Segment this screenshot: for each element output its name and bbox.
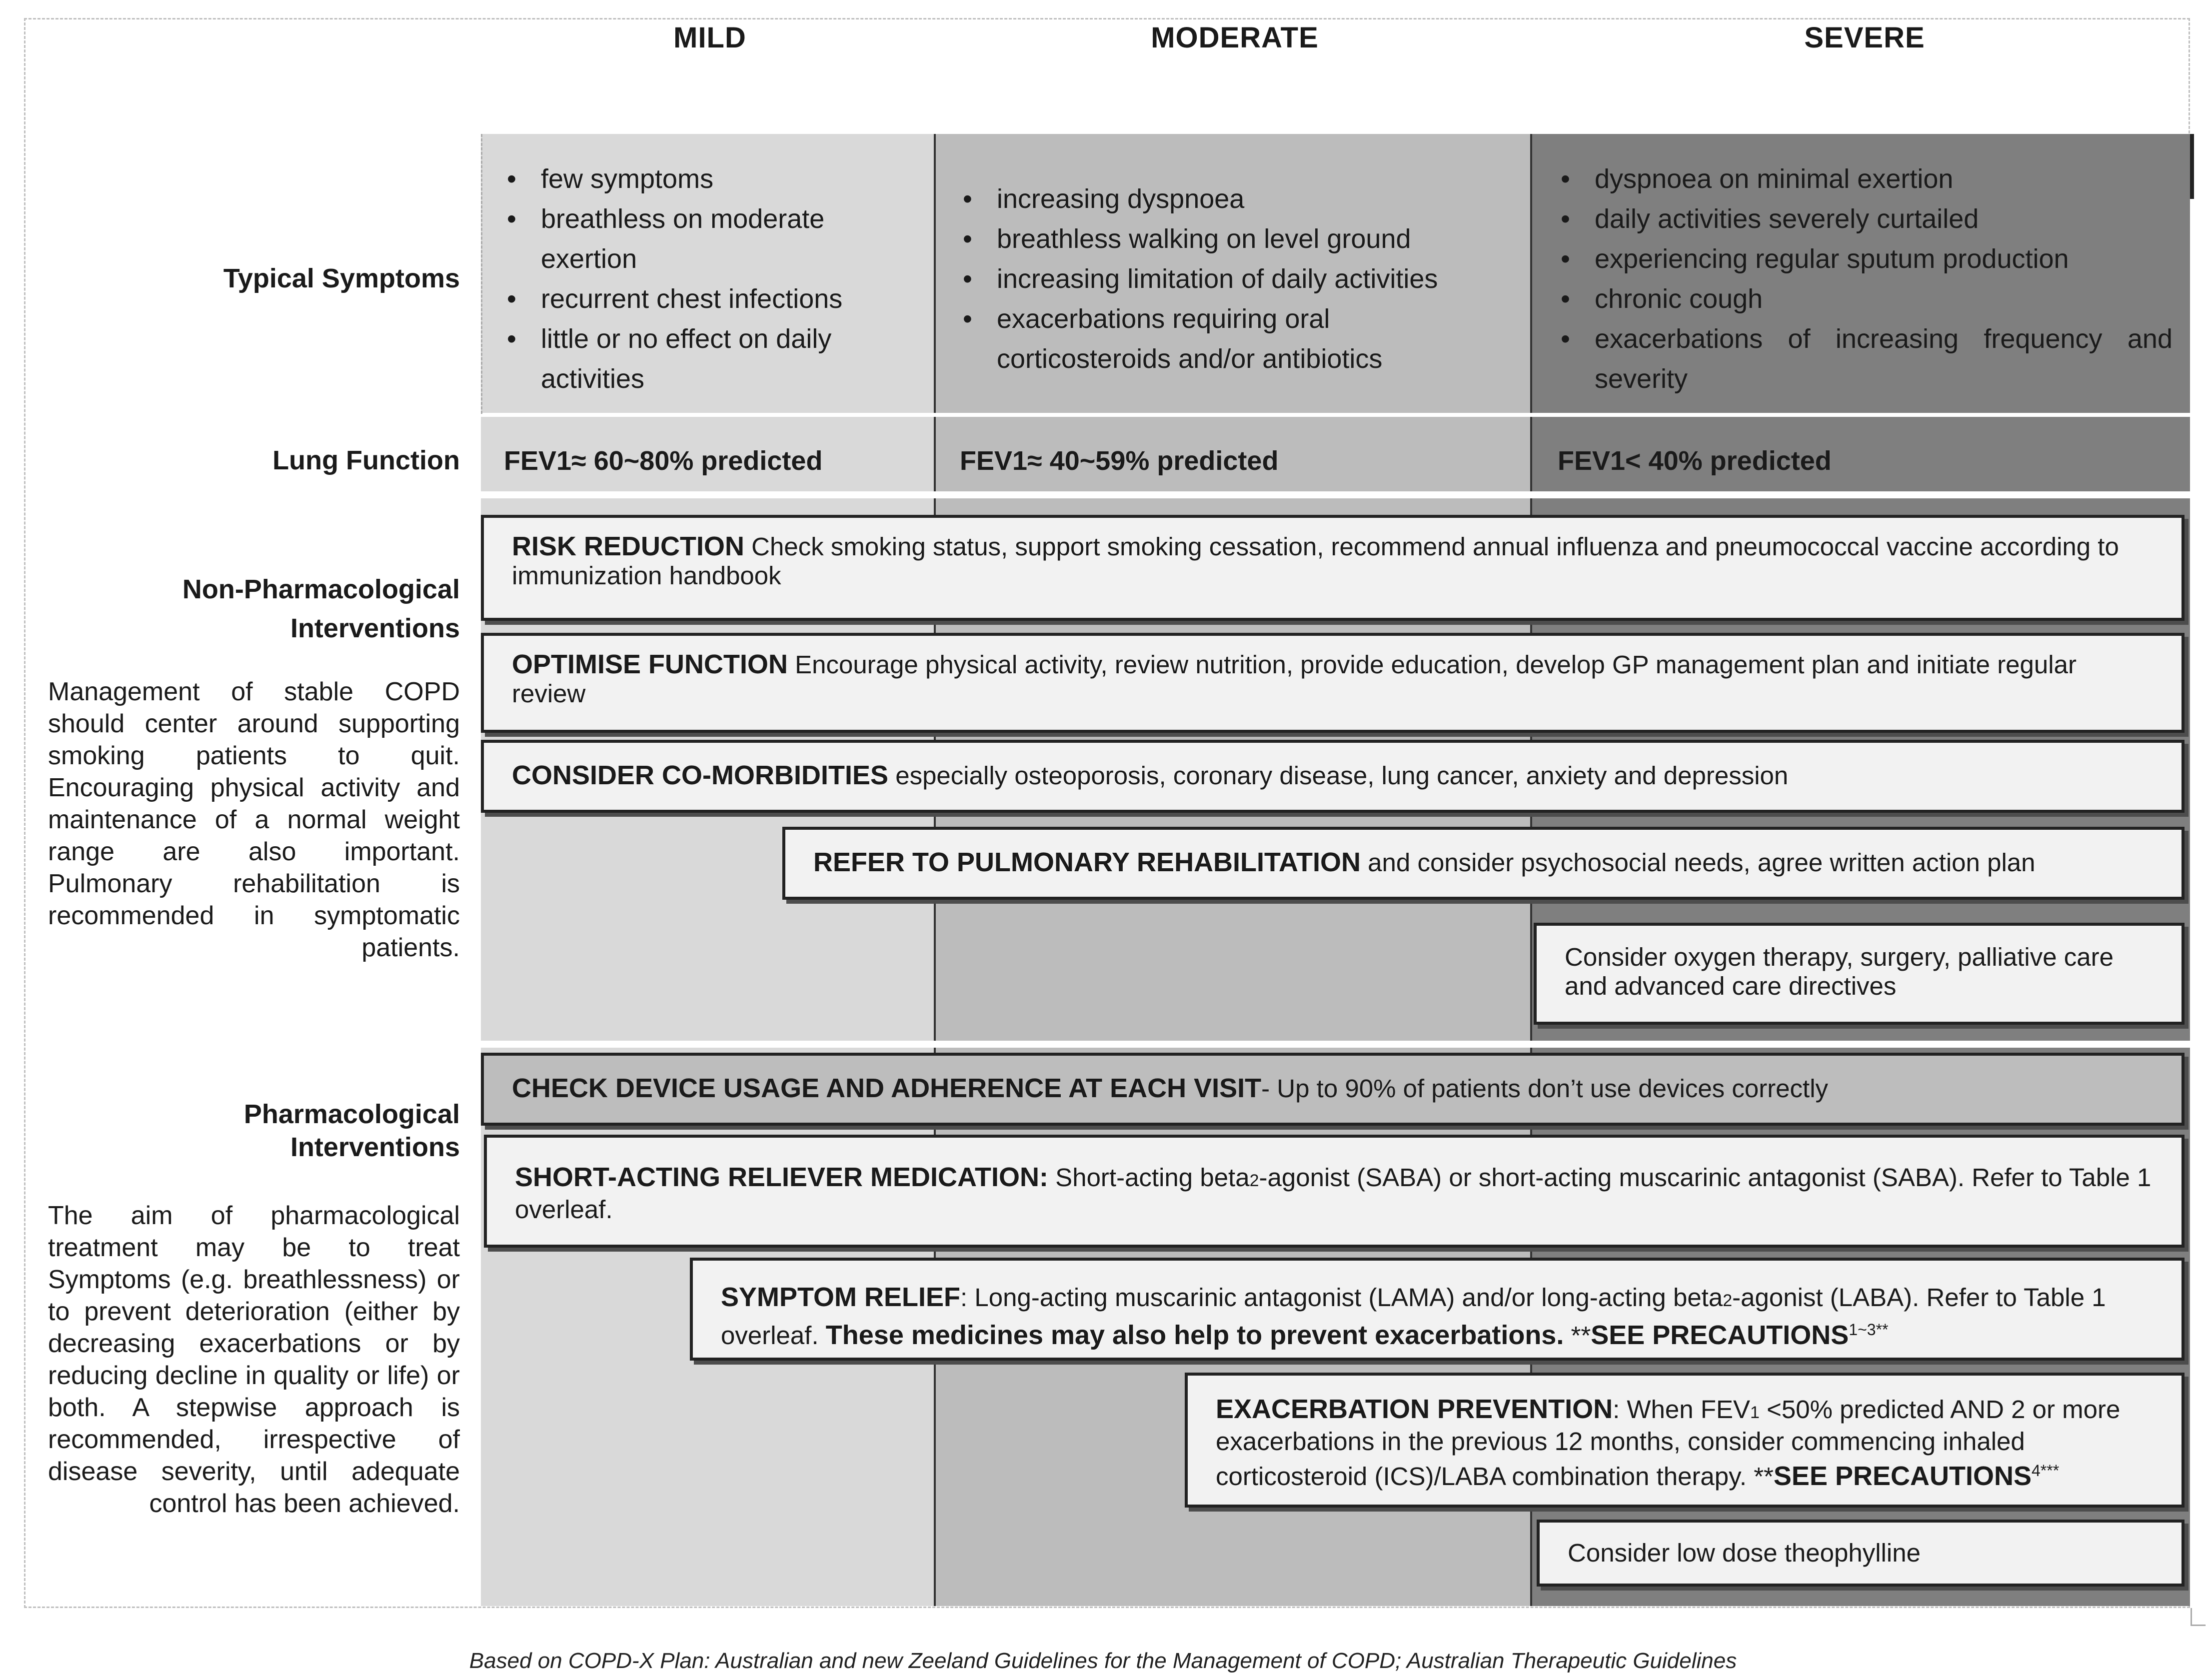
box-text: <50% predicted AND 2 or more exacerbations in the previous 12 months, consider commencing inhaled corticosteroid (ICS)/LABA combination therapy. **: [1216, 1395, 2121, 1491]
co-morbidities-box: [481, 740, 2185, 813]
box-title: CONSIDER CO-MORBIDITIES: [512, 760, 889, 790]
non-pharmacological-description: Management of stable COPD should center around supporting smoking patients to quit. Encouraging physical activity and maintenance of a normal weight range are also important. Pulmonary rehabilitation is recommended in symptomatic patients.: [48, 677, 460, 962]
row-separator: [481, 491, 2190, 498]
list-item: • breathless walking on level ground: [997, 219, 1510, 259]
row-separator: [481, 413, 2190, 417]
row-label-pharmacological: Pharmacological Interventions: [243, 1099, 460, 1162]
list-item: • exacerbations of increasing frequency and severity: [1595, 319, 2173, 399]
box-subscript: 2: [1723, 1291, 1733, 1310]
row-label-lung-function: Lung Function: [272, 445, 460, 475]
pharmacological-description: The aim of pharmacological treatment may be to treat Symptoms (e.g. breathlessness) or to prevent deterioration (either by decreasing exacerbations or by reducing decline in quality or life) or both. A stepwise approach is recommended, irrespective of disease severity, until adequate control has been achieved.: [48, 1201, 460, 1518]
box-title: RISK REDUCTION: [512, 531, 745, 561]
box-text: **: [1564, 1321, 1591, 1350]
row-separator: [934, 413, 936, 417]
column-header-moderate: MODERATE: [1151, 21, 1319, 54]
box-text: Short-acting beta: [1048, 1163, 1250, 1192]
pulmonary-rehabilitation-box: [782, 827, 2185, 900]
list-item: • recurrent chest infections: [541, 279, 914, 319]
symptoms-list-moderate: [960, 179, 1510, 379]
box-text: Consider oxygen therapy, surgery, palliative care and advanced care directives: [1565, 943, 2114, 1000]
box-title: SHORT-ACTING RELIEVER MEDICATION:: [515, 1162, 1049, 1192]
row-label-typical-symptoms: Typical Symptoms: [223, 263, 460, 293]
symptoms-list-mild: [504, 159, 914, 399]
symptoms-left-edge: [481, 134, 482, 414]
list-item: • increasing limitation of daily activities: [997, 259, 1510, 299]
risk-reduction-box: [481, 515, 2185, 621]
box-superscript: 1~3**: [1849, 1321, 1889, 1339]
list-item: • experiencing regular sputum production: [1595, 239, 2173, 279]
list-item: • few symptoms: [541, 159, 914, 199]
box-text: : When FEV: [1613, 1395, 1750, 1424]
box-title: OPTIMISE FUNCTION: [512, 649, 788, 679]
box-text: and consider psychosocial needs, agree written action plan: [1361, 848, 2036, 877]
list-item: • increasing dyspnoea: [997, 179, 1510, 219]
box-text: -agonist (SABA) or short-acting muscarinic antagonist (SABA). Refer to Table 1 overleaf.: [515, 1163, 2152, 1224]
box-emphasis: These medicines may also help to prevent exacerbations.: [825, 1320, 1564, 1350]
box-subscript: 1: [1750, 1403, 1760, 1422]
box-text: Encourage physical activity, review nutrition, provide education, develop GP management plan and initiate regular review: [512, 650, 2077, 708]
row-separator: [481, 1041, 2190, 1048]
column-header-mild: MILD: [673, 21, 746, 54]
precautions-link: SEE PRECAUTIONS: [1591, 1320, 1849, 1350]
band-edge-mark: [2190, 134, 2194, 199]
list-item: • little or no effect on daily activities: [541, 319, 914, 399]
box-text: -agonist (LABA). Refer to Table 1 overleaf.: [721, 1283, 2106, 1350]
source-citation: Based on COPD-X Plan: Australian and new Zeeland Guidelines for the Management of COPD; Australian Therapeutic Guidelines: [469, 1649, 1737, 1673]
symptom-relief-box: [690, 1258, 2185, 1361]
box-text: Consider low dose theophylline: [1568, 1539, 1921, 1567]
box-title: EXACERBATION PREVENTION: [1216, 1394, 1613, 1424]
box-text: - Up to 90% of patients don’t use devices correctly: [1261, 1074, 1829, 1103]
row-separator: [1530, 1041, 1532, 1048]
box-title: SYMPTOM RELIEF: [721, 1282, 961, 1312]
row-separator: [934, 1041, 936, 1048]
oxygen-therapy-box: [1534, 923, 2185, 1025]
list-item: • dyspnoea on minimal exertion: [1595, 159, 2173, 199]
precautions-link: SEE PRECAUTIONS: [1773, 1461, 2032, 1491]
row-separator: [1530, 413, 1532, 417]
list-item: • exacerbations requiring oral corticosteroids and/or antibiotics: [997, 299, 1510, 379]
box-subscript: 2: [1249, 1171, 1259, 1190]
theophylline-box: [1537, 1520, 2185, 1587]
lung-function-mild: FEV1≈ 60~80% predicted: [504, 446, 823, 476]
list-item: • chronic cough: [1595, 279, 2173, 319]
symptoms-list-severe: [1558, 159, 2173, 399]
frame-corner-mark: [2191, 1608, 2206, 1626]
list-item: • daily activities severely curtailed: [1595, 199, 2173, 239]
lung-function-moderate: FEV1≈ 40~59% predicted: [960, 446, 1279, 476]
device-usage-box: [481, 1053, 2185, 1126]
short-acting-reliever-box: [484, 1135, 2185, 1248]
exacerbation-prevention-box: [1185, 1373, 2185, 1508]
column-header-severe: SEVERE: [1804, 21, 1925, 54]
box-title: REFER TO PULMONARY REHABILITATION: [813, 847, 1361, 877]
row-label-non-pharmacological: Non-Pharmacological Interventions: [182, 574, 460, 643]
optimise-function-box: [481, 633, 2185, 733]
box-text: especially osteoporosis, coronary disease, lung cancer, anxiety and depression: [888, 761, 1789, 790]
list-item: • breathless on moderate exertion: [541, 199, 914, 279]
box-text: Check smoking status, support smoking cessation, recommend annual influenza and pneumococcal vaccine according to immunization handbook: [512, 532, 2119, 590]
box-superscript: 4***: [2032, 1462, 2060, 1480]
row-separator: [1530, 491, 1532, 498]
row-separator: [934, 491, 936, 498]
lung-function-severe: FEV1< 40% predicted: [1558, 446, 1832, 476]
box-text: : Long-acting muscarinic antagonist (LAMA) and/or long-acting beta: [960, 1283, 1723, 1312]
box-title: CHECK DEVICE USAGE AND ADHERENCE AT EACH VISIT: [512, 1073, 1262, 1103]
